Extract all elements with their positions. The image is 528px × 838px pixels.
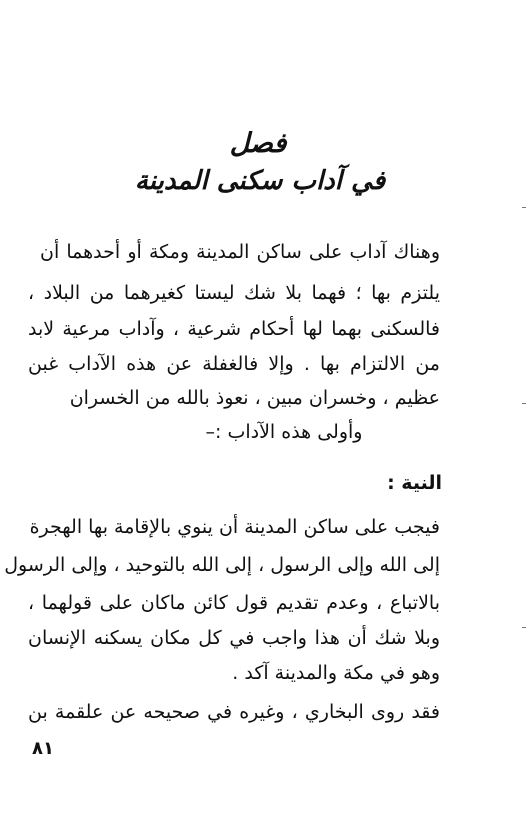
paragraph-line: يلتزم بها ؛ فهما بلا شك ليستا كغيرهما من البلاد ، bbox=[28, 282, 440, 304]
paragraph-line: فيجب على ساكن المدينة أن ينوي بالإقامة بها الهجرة bbox=[29, 516, 440, 538]
paragraph-line: فالسكنى بهما لها أحكام شرعية ، وآداب مرعية لابد bbox=[28, 318, 440, 340]
scan-mark bbox=[522, 627, 526, 628]
page-number: ٨١ bbox=[32, 738, 54, 759]
paragraph-line: إلى الله وإلى الرسول ، إلى الله بالتوحيد ، وإلى الرسول bbox=[4, 554, 440, 576]
section-title: النية : bbox=[387, 472, 442, 494]
scan-mark bbox=[522, 403, 526, 404]
paragraph-line: وهناك آداب على ساكن المدينة ومكة أو أحدهما أن bbox=[40, 241, 440, 263]
scan-mark bbox=[522, 207, 526, 208]
paragraph-line: بالاتباع ، وعدم تقديم قول كائن ماكان على قولهما ، bbox=[28, 592, 440, 614]
paragraph-line: وأولى هذه الآداب :– bbox=[205, 421, 363, 443]
paragraph-line: من الالتزام بها . وإلا فالغفلة عن هذه الآداب غبن bbox=[28, 353, 440, 375]
paragraph-line: وهو في مكة والمدينة آكد . bbox=[232, 662, 440, 684]
paragraph-line: وبلا شك أن هذا واجب في كل مكان يسكنه الإنسان bbox=[28, 627, 440, 649]
paragraph-line: فقد روى البخاري ، وغيره في صحيحه عن علقمة بن bbox=[28, 701, 440, 723]
chapter-subtitle: في آداب سكنى المدينة bbox=[134, 166, 386, 196]
chapter-title: فصل bbox=[229, 128, 287, 159]
paragraph-line: عظيم ، وخسران مبين ، نعوذ بالله من الخسران bbox=[69, 387, 440, 409]
